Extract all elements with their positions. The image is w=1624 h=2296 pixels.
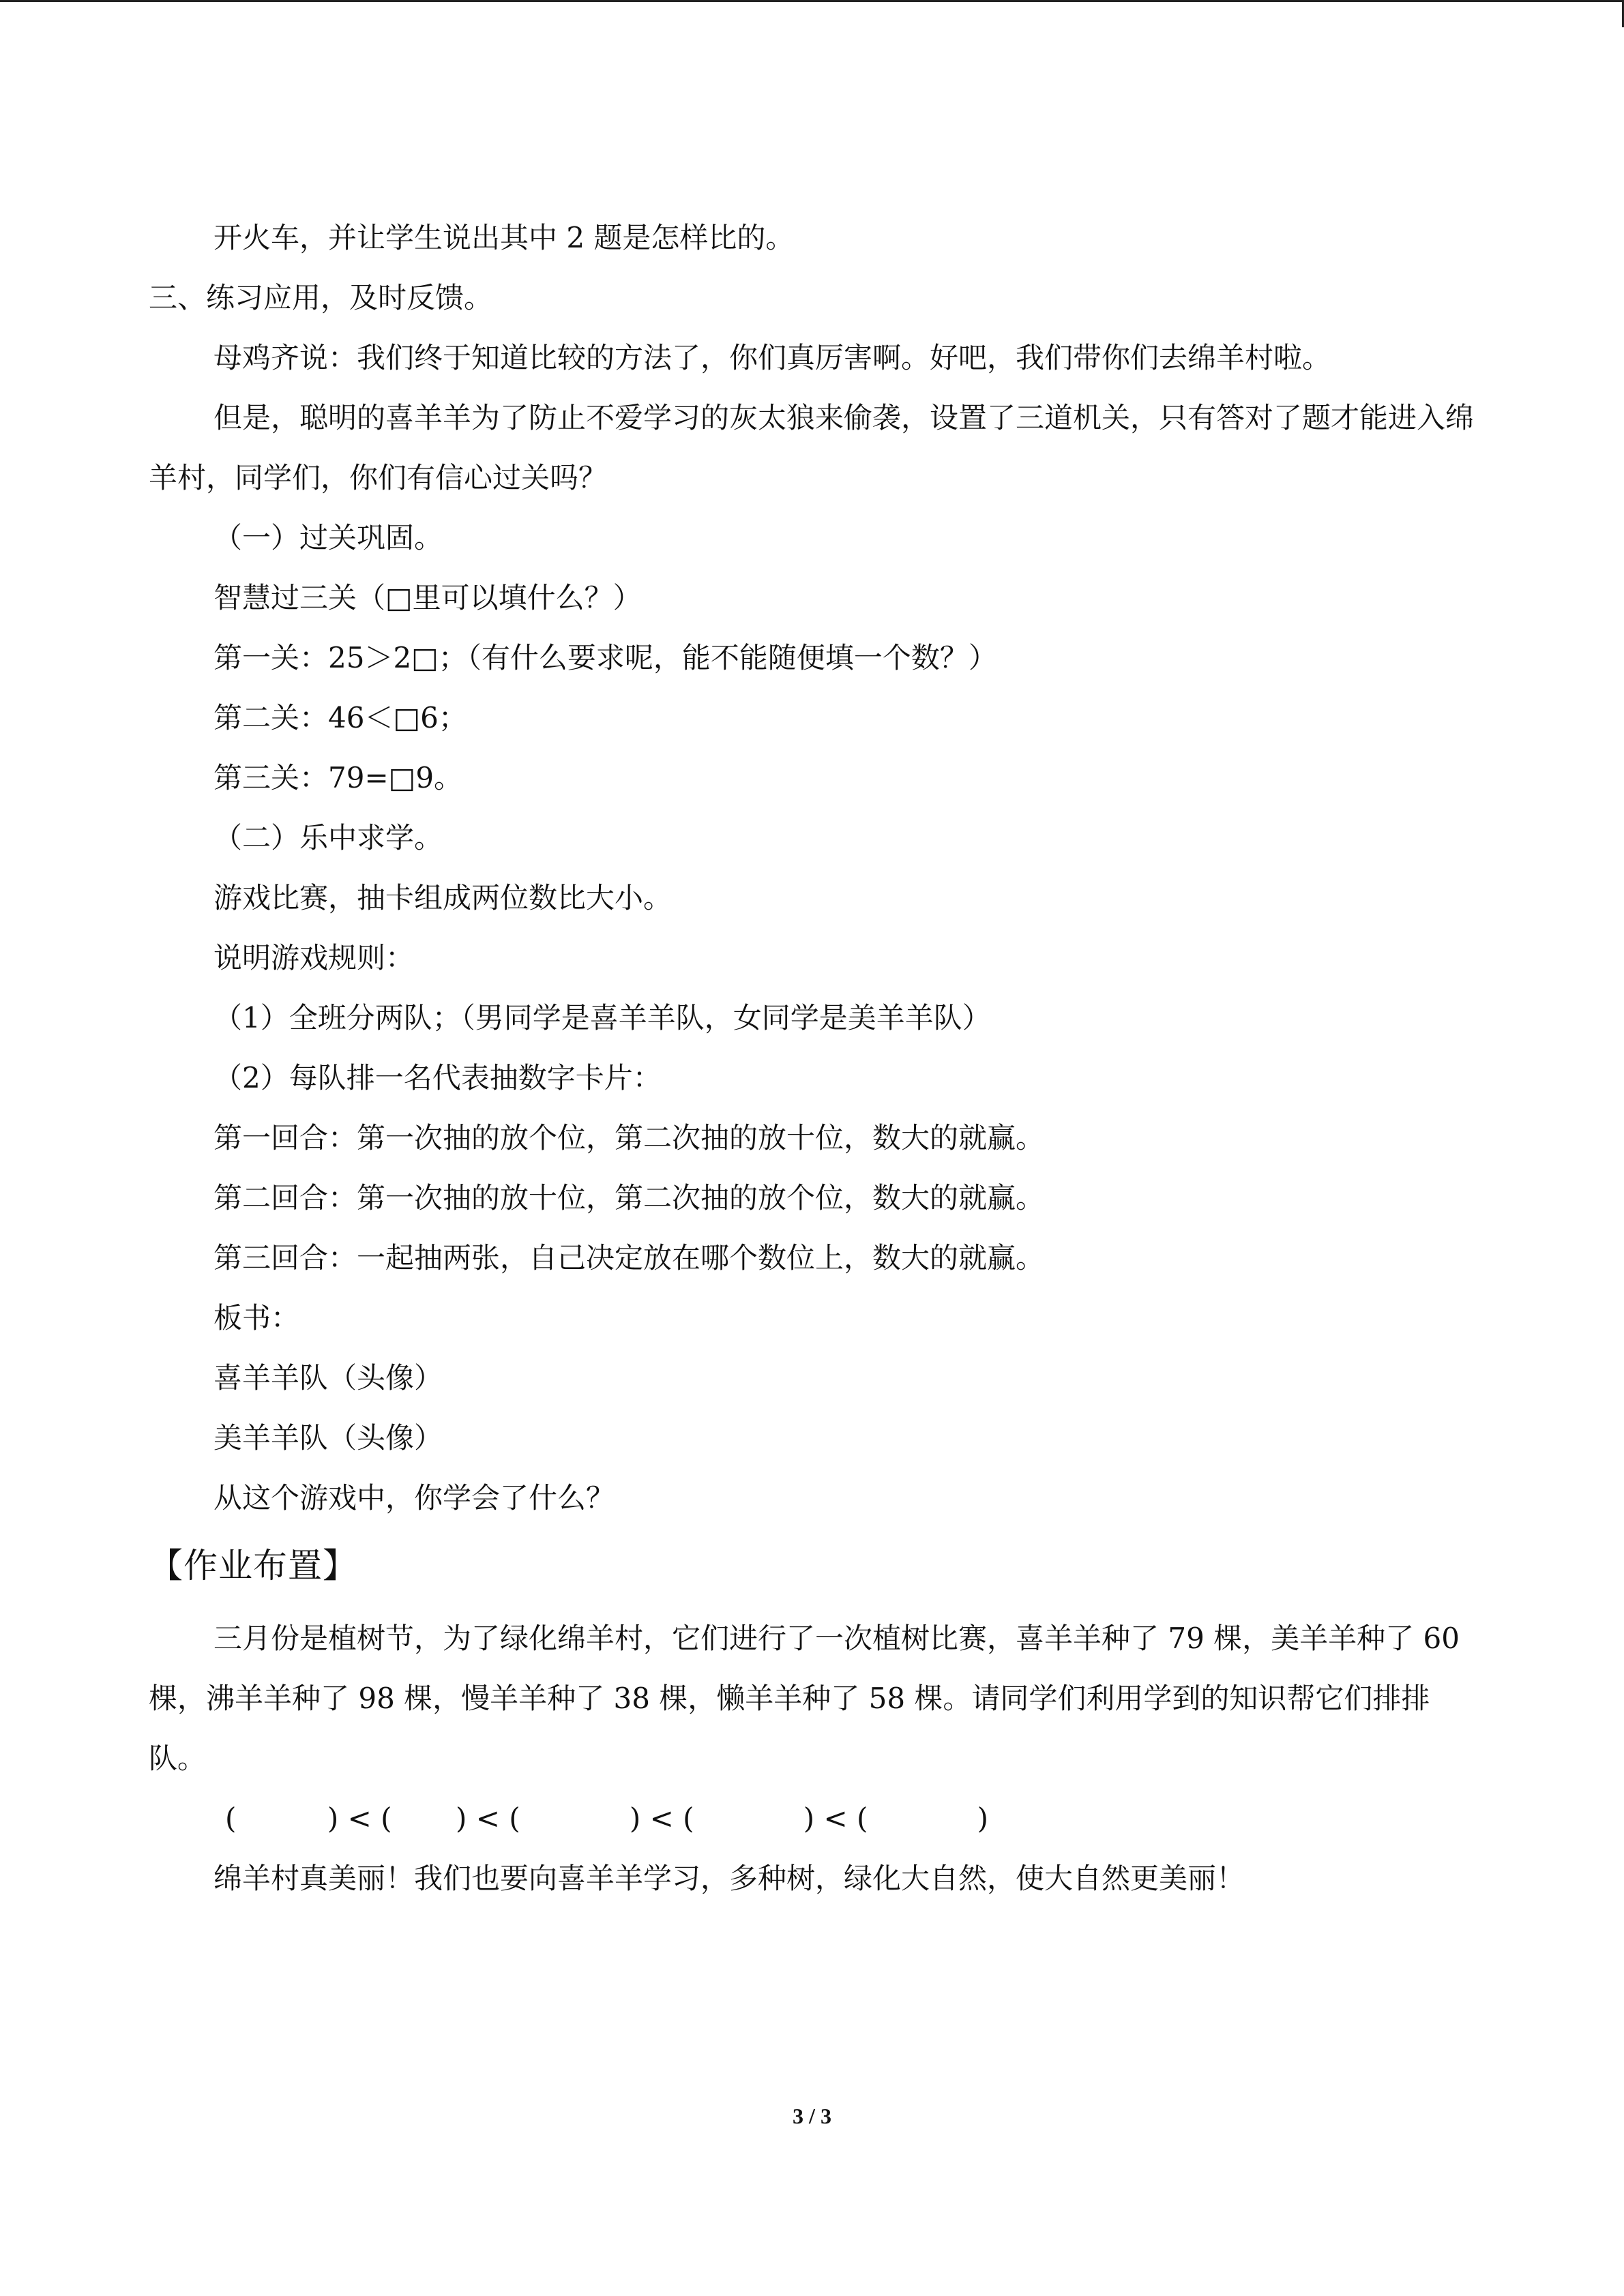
closing-line: 绵羊村真美丽！我们也要向喜羊羊学习，多种树，绿化大自然，使大自然更美丽！ bbox=[213, 1862, 1245, 1895]
page-number: 3 / 3 bbox=[793, 2104, 831, 2128]
text-line: 从这个游戏中，你学会了什么？ bbox=[213, 1481, 615, 1515]
text-line: 第二关：46＜□6； bbox=[213, 701, 467, 734]
homework-heading: 【作业布置】 bbox=[149, 1546, 357, 1585]
homework-paragraph: 三月份是植树节，为了绿化绵羊村，它们进行了一次植树比赛，喜羊羊种了 79 棵，美羊羊种了 60 棵，沸羊羊种了 98 棵，慢羊羊种了 38 棵，懒羊羊种了 58 棵。请同学们利用学到的知识帮它们排排队。 bbox=[149, 1622, 1460, 1775]
ordering-blanks: ( ) < ( ) < ( ) < ( ) < ( ) bbox=[225, 1802, 989, 1835]
section-title: 三、练习应用，及时反馈。 bbox=[149, 281, 493, 314]
text-line: （1）全班分两队；（男同学是喜羊羊队，女同学是美羊羊队） bbox=[213, 1001, 991, 1034]
document-body bbox=[149, 208, 1479, 1909]
paragraph: 母鸡齐说：我们终于知道比较的方法了，你们真厉害啊。好吧，我们带你们去绵羊村啦。 bbox=[213, 341, 1331, 374]
text-line: 第一关：25＞2□；（有什么要求呢，能不能随便填一个数？） bbox=[213, 641, 997, 674]
text-line: 美羊羊队（头像） bbox=[213, 1421, 443, 1455]
text-line: 智慧过三关（□里可以填什么？） bbox=[213, 581, 642, 614]
text-line: 第二回合：第一次抽的放十位，第二次抽的放个位，数大的就赢。 bbox=[213, 1181, 1045, 1214]
text-line: 第一回合：第一次抽的放个位，第二次抽的放十位，数大的就赢。 bbox=[213, 1121, 1045, 1154]
text-line: （2）每队排一名代表抽数字卡片： bbox=[213, 1061, 662, 1094]
text-line: 说明游戏规则： bbox=[213, 941, 415, 974]
subsection-title: （二）乐中求学。 bbox=[213, 821, 443, 854]
top-border-line bbox=[0, 0, 1624, 2]
text-line: 第三回合：一起抽两张，自己决定放在哪个数位上，数大的就赢。 bbox=[213, 1241, 1045, 1274]
paragraph: 但是，聪明的喜羊羊为了防止不爱学习的灰太狼来偷袭，设置了三道机关，只有答对了题才能进入绵羊村，同学们，你们有信心过关吗？ bbox=[149, 401, 1475, 494]
text-line: 第三关：79=□9。 bbox=[213, 761, 463, 794]
text-line: 板书： bbox=[213, 1301, 300, 1335]
text-line: 喜羊羊队（头像） bbox=[213, 1361, 443, 1395]
subsection-title: （一）过关巩固。 bbox=[213, 521, 443, 554]
text-line: 游戏比赛，抽卡组成两位数比大小。 bbox=[213, 881, 673, 914]
text-line: 开火车，并让学生说出其中 2 题是怎样比的。 bbox=[213, 221, 795, 254]
